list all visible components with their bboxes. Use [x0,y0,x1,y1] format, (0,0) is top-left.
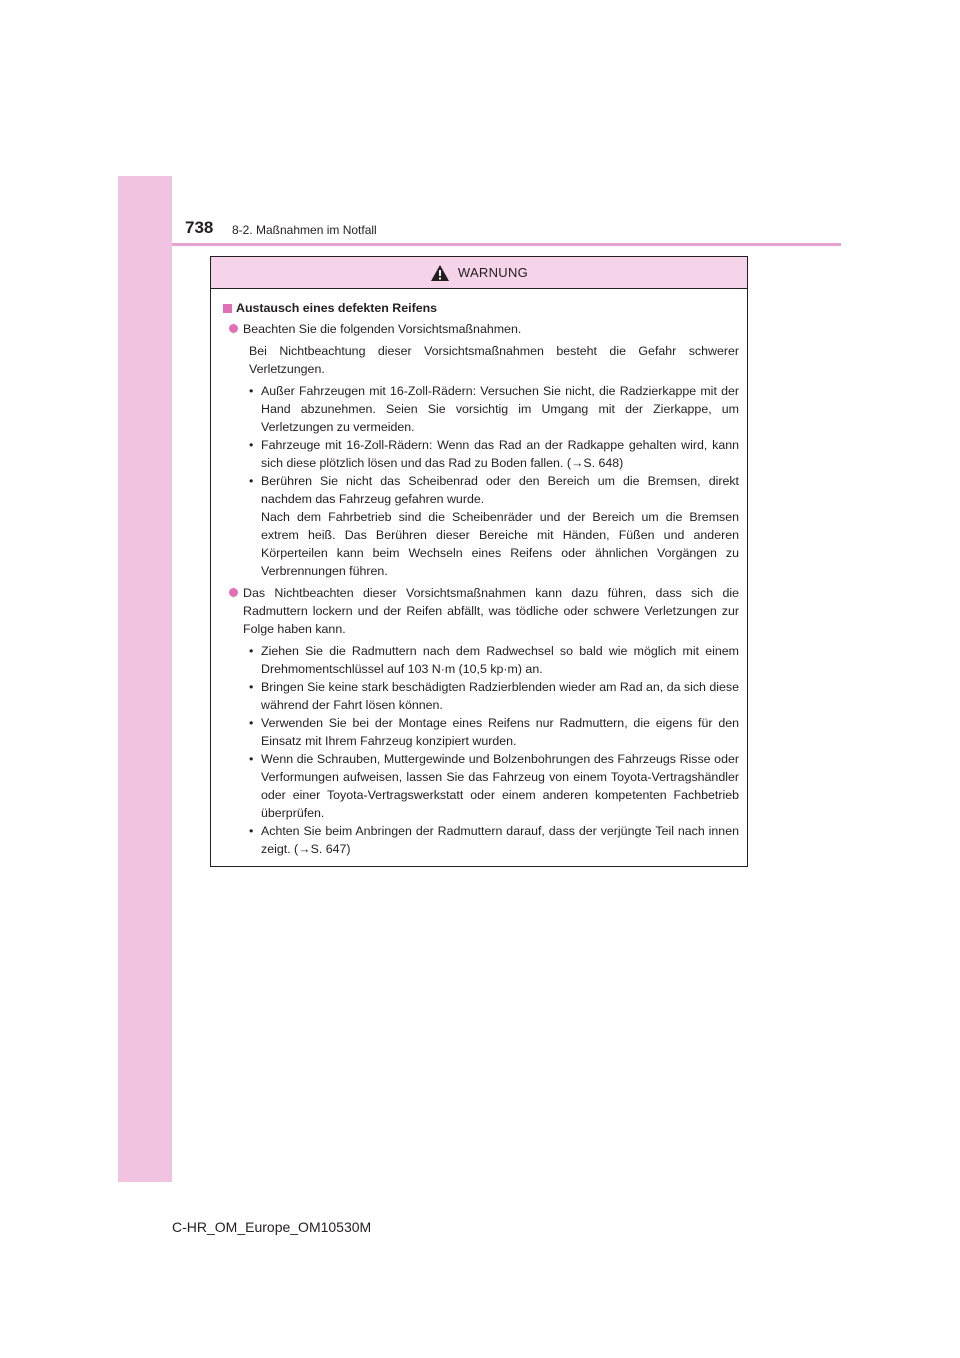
chapter-sidebar [118,176,172,1182]
list-item: • Berühren Sie nicht das Scheibenrad oder den Bereich um die Bremsen, direkt nachdem das Fahrzeug gefahren wurde. [249,472,739,508]
circle-bullet-icon [229,324,238,333]
warning-body [211,289,747,858]
list-item: • Außer Fahrzeugen mit 16-Zoll-Rädern: Versuchen Sie nicht, die Radzierkappe mit der Hand abzunehmen. Seien Sie vorsichtig im Umgang mit der Zierkappe, um Verletzungen zu vermeiden. [249,382,739,436]
precaution-list [249,382,739,508]
precaution-paragraph: Bei Nichtbeachtung dieser Vorsichtsmaßnahmen besteht die Gefahr schwerer Verletzungen. [249,344,739,376]
page-number: 738 [185,218,214,237]
circle-bullet-icon [229,588,238,597]
section-title: 8-2. Maßnahmen im Notfall [232,223,377,237]
warning-topic-text: Austausch eines defekten Reifens [236,301,438,315]
precaution-text: Das Nichtbeachten dieser Vorsichtsmaßnahmen kann dazu führen, dass sich die Radmuttern lockern und der Reifen abfällt, was tödliche oder schwere Verletzungen zur Folge haben kann. [243,586,739,636]
document-id: C-HR_OM_Europe_OM10530M [172,1219,372,1235]
list-item: • Bringen Sie keine stark beschädigten Radzierblenden wieder am Rad an, da sich diese während der Fahrt lösen können. [249,678,739,714]
warning-triangle-icon [430,264,450,282]
precaution-block-1 [229,320,739,580]
list-item: • Verwenden Sie bei der Montage eines Reifens nur Radmuttern, die eigens für den Einsatz mit Ihrem Fahrzeug konzipiert wurden. [249,714,739,750]
precaution-text: Beachten Sie die folgenden Vorsichtsmaßnahmen. [243,322,522,336]
square-bullet-icon [223,304,232,313]
list-item: • Ziehen Sie die Radmuttern nach dem Radwechsel so bald wie möglich mit einem Drehmomentschlüssel auf 103 N·m (10,5 kp·m) an. [249,642,739,678]
list-item: • Wenn die Schrauben, Muttergewinde und Bolzenbohrungen des Fahrzeugs Risse oder Verformungen aufweisen, lassen Sie das Fahrzeug von einem Toyota-Vertragshändler oder einer Toyota-Vertragswerkstatt oder einem anderen kompetenten Fachbetrieb überprüfen. [249,750,739,822]
precaution-note: Nach dem Fahrbetrieb sind die Scheibenräder und der Bereich um die Bremsen extrem heiß. Das Berühren dieser Bereiche mit Händen, Füßen und anderen Körperteilen kann beim Wechseln eines Reifens oder ähnlichen Vorgängen zu Verbrennungen führen. [261,510,739,578]
precaution-point [229,584,739,638]
warning-topic [223,299,739,317]
precaution-block-2 [229,584,739,858]
warning-title: WARNUNG [457,265,529,280]
list-item: • Achten Sie beim Anbringen der Radmuttern darauf, dass der verjüngte Teil nach innen zeigt. (→S. 647) [249,822,739,858]
precaution-list [249,642,739,858]
list-item: • Fahrzeuge mit 16-Zoll-Rädern: Wenn das Rad an der Radkappe gehalten wird, kann sich diese plötzlich lösen und das Rad zu Boden fallen. (→S. 648) [249,436,739,472]
warning-box [210,256,748,867]
precaution-point [229,320,739,338]
warning-header [211,257,747,289]
header-rule [172,243,841,246]
